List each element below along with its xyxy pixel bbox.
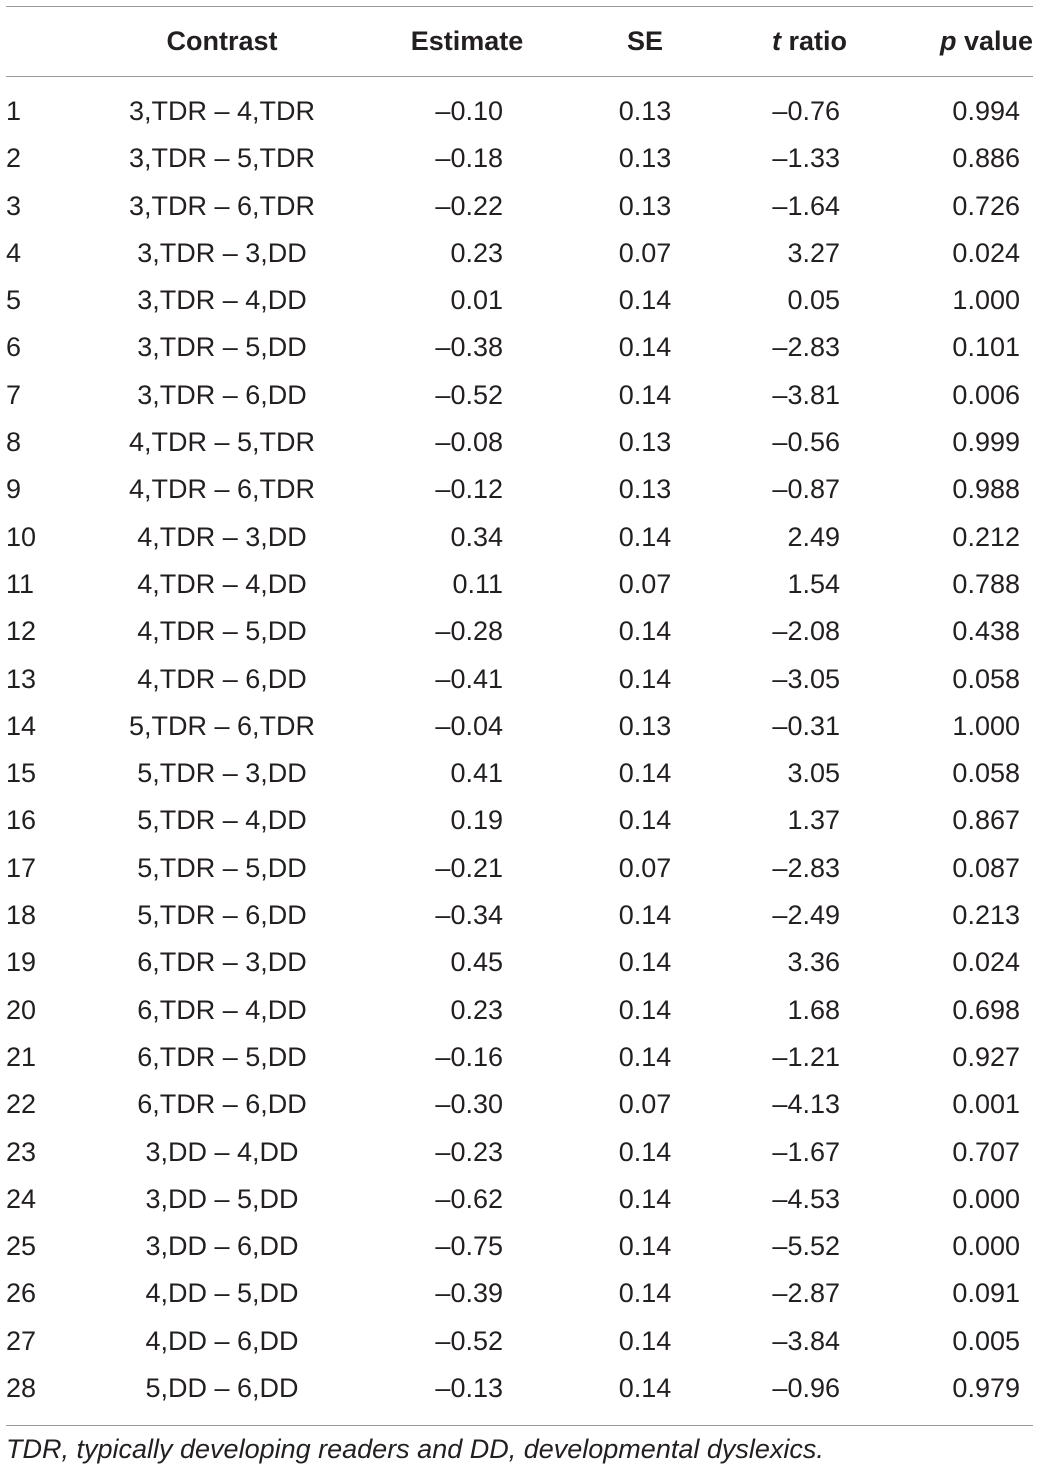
t-ratio-cell: –1.21	[772, 1041, 840, 1072]
p-value-cell: 0.698	[952, 994, 1020, 1025]
estimate-cell: 0.45	[450, 947, 503, 978]
estimate-cell: –0.13	[435, 1373, 503, 1404]
t-ratio-cell: 1.68	[787, 994, 840, 1025]
se-cell: 0.13	[618, 710, 672, 741]
t-ratio-cell: –2.49	[772, 900, 840, 931]
p-value-cell: 0.979	[952, 1373, 1020, 1404]
row-number: 21	[6, 1041, 37, 1072]
table-row	[0, 750, 1039, 797]
contrast-cell: 4,TDR – 3,DD	[137, 521, 307, 552]
estimate-cell: 0.34	[450, 521, 503, 552]
header-estimate: Estimate	[410, 26, 524, 56]
p-value-cell: 0.000	[952, 1231, 1020, 1262]
p-value-cell: 0.058	[952, 758, 1020, 789]
estimate-cell: –0.12	[435, 474, 503, 505]
estimate-cell: –0.30	[435, 1089, 503, 1120]
p-value-cell: 0.438	[952, 616, 1020, 647]
t-ratio-cell: –4.53	[772, 1183, 840, 1214]
contrast-cell: 3,TDR – 6,TDR	[128, 190, 316, 221]
table-row	[0, 230, 1039, 277]
row-number: 2	[6, 143, 22, 174]
se-cell: 0.14	[618, 1325, 672, 1356]
contrast-cell: 5,DD – 6,DD	[145, 1373, 299, 1404]
contrast-cell: 3,TDR – 4,TDR	[128, 96, 316, 126]
se-cell: 0.14	[618, 1183, 672, 1214]
row-number: 28	[6, 1373, 37, 1404]
table-row	[0, 892, 1039, 939]
header-p-value	[880, 26, 1033, 57]
table-row	[0, 1081, 1039, 1128]
se-cell: 0.14	[618, 1041, 672, 1072]
estimate-cell: 0.41	[450, 758, 503, 789]
contrast-cell: 4,TDR – 4,DD	[137, 568, 307, 599]
estimate-cell: –0.10	[435, 96, 503, 126]
t-ratio-cell: 3.36	[787, 947, 840, 978]
se-cell: 0.13	[618, 96, 672, 126]
estimate-cell: 0.11	[452, 568, 503, 599]
p-value-cell: 0.001	[952, 1089, 1020, 1120]
p-value-cell: 0.707	[952, 1136, 1020, 1167]
contrast-cell: 3,DD – 6,DD	[145, 1231, 299, 1262]
row-number: 5	[6, 285, 22, 316]
estimate-cell: –0.22	[435, 190, 503, 221]
se-cell: 0.14	[618, 1373, 672, 1404]
row-number: 16	[6, 805, 37, 836]
table-row	[0, 845, 1039, 892]
contrast-cell: 4,TDR – 5,TDR	[128, 427, 316, 458]
estimate-cell: –0.41	[435, 663, 503, 694]
row-number: 9	[6, 474, 22, 505]
row-number: 10	[6, 521, 37, 552]
se-cell: 0.14	[618, 1278, 672, 1309]
se-cell: 0.07	[618, 1089, 672, 1120]
p-value-cell: 0.726	[952, 190, 1020, 221]
contrast-cell: 4,DD – 6,DD	[145, 1325, 299, 1356]
se-cell: 0.14	[618, 758, 672, 789]
t-ratio-cell: –0.76	[772, 96, 840, 126]
estimate-cell: –0.28	[435, 616, 503, 647]
contrast-cell: 4,TDR – 5,DD	[137, 616, 307, 647]
p-value-cell: 0.994	[952, 96, 1020, 126]
row-number: 17	[6, 852, 37, 883]
table-body	[0, 88, 1039, 1412]
t-ratio-cell: –0.56	[772, 427, 840, 458]
se-cell: 0.13	[618, 143, 672, 174]
estimate-cell: –0.52	[435, 1325, 503, 1356]
se-cell: 0.14	[618, 1231, 672, 1262]
p-value-cell: 0.101	[952, 332, 1020, 363]
row-number: 11	[6, 568, 35, 599]
se-cell: 0.14	[618, 805, 672, 836]
row-number: 20	[6, 994, 37, 1025]
row-number: 3	[6, 190, 22, 221]
t-ratio-cell: –2.87	[772, 1278, 840, 1309]
estimate-cell: –0.62	[435, 1183, 503, 1214]
estimate-cell: 0.23	[450, 994, 503, 1025]
table-row	[0, 987, 1039, 1034]
table-row	[0, 1223, 1039, 1270]
p-value-cell: 0.988	[952, 474, 1020, 505]
t-ratio-cell: –0.31	[772, 710, 840, 741]
estimate-cell: 0.23	[450, 237, 503, 268]
p-value-cell: 0.886	[952, 143, 1020, 174]
table-row	[0, 135, 1039, 182]
row-number: 14	[6, 710, 37, 741]
header-se: SE	[626, 26, 664, 56]
contrast-cell: 3,TDR – 5,TDR	[128, 143, 316, 174]
t-ratio-cell: –1.64	[772, 190, 840, 221]
contrast-cell: 4,TDR – 6,TDR	[128, 474, 316, 505]
estimate-cell: –0.16	[435, 1041, 503, 1072]
t-ratio-cell: 0.05	[787, 285, 840, 316]
t-ratio-cell: –0.96	[772, 1373, 840, 1404]
header-t-ratio-rest: ratio	[780, 26, 847, 56]
contrast-cell: 6,TDR – 5,DD	[137, 1041, 307, 1072]
table-row	[0, 1365, 1039, 1412]
se-cell: 0.14	[618, 900, 672, 931]
row-number: 19	[6, 947, 37, 978]
bottom-rule	[6, 1425, 1033, 1426]
row-number: 23	[6, 1136, 37, 1167]
t-ratio-cell: 1.37	[787, 805, 840, 836]
contrast-cell: 3,DD – 5,DD	[145, 1183, 299, 1214]
contrast-cell: 3,TDR – 3,DD	[137, 237, 307, 268]
table-row	[0, 419, 1039, 466]
p-value-cell: 0.058	[952, 663, 1020, 694]
estimate-cell: –0.08	[435, 427, 503, 458]
header-t-ratio-italic: t	[771, 26, 781, 56]
row-number: 25	[6, 1231, 37, 1262]
p-value-cell: 0.005	[952, 1325, 1020, 1356]
row-number: 27	[6, 1325, 37, 1356]
se-cell: 0.14	[618, 947, 672, 978]
estimate-cell: –0.21	[435, 852, 503, 883]
table-row	[0, 88, 1039, 135]
estimate-cell: –0.52	[435, 379, 503, 410]
table-row	[0, 1318, 1039, 1365]
estimate-cell: –0.34	[435, 900, 503, 931]
se-cell: 0.14	[618, 616, 672, 647]
contrast-cell: 5,TDR – 6,TDR	[128, 710, 316, 741]
contrast-cell: 5,TDR – 4,DD	[137, 805, 307, 836]
contrast-cell: 3,TDR – 5,DD	[137, 332, 307, 363]
t-ratio-cell: 1.54	[787, 568, 840, 599]
p-value-cell: 0.788	[952, 568, 1020, 599]
table-row	[0, 561, 1039, 608]
se-cell: 0.14	[618, 663, 672, 694]
row-number: 22	[6, 1089, 37, 1120]
se-cell: 0.14	[618, 994, 672, 1025]
t-ratio-cell: –0.87	[772, 474, 840, 505]
table-row	[0, 1034, 1039, 1081]
p-value-cell: 0.006	[952, 379, 1020, 410]
table-row	[0, 514, 1039, 561]
se-cell: 0.14	[618, 1136, 672, 1167]
t-ratio-cell: 3.27	[787, 237, 840, 268]
contrast-cell: 5,TDR – 5,DD	[137, 852, 307, 883]
header-p-value-italic: p	[939, 26, 957, 56]
se-cell: 0.13	[618, 474, 672, 505]
table-header	[0, 6, 1039, 76]
row-number: 18	[6, 900, 37, 931]
estimate-cell: –0.23	[435, 1136, 503, 1167]
row-number: 4	[6, 237, 22, 268]
table-row	[0, 1176, 1039, 1223]
p-value-cell: 1.000	[952, 710, 1020, 741]
t-ratio-cell: –5.52	[772, 1231, 840, 1262]
contrast-cell: 6,TDR – 6,DD	[137, 1089, 307, 1120]
contrast-cell: 3,DD – 4,DD	[145, 1136, 299, 1167]
estimate-cell: –0.04	[435, 710, 503, 741]
row-number: 6	[6, 332, 22, 363]
row-number: 8	[6, 427, 22, 458]
header-t-ratio	[710, 26, 847, 57]
p-value-cell: 0.213	[952, 900, 1020, 931]
p-value-cell: 0.927	[952, 1041, 1020, 1072]
p-value-cell: 1.000	[952, 285, 1020, 316]
contrast-cell: 3,TDR – 4,DD	[137, 285, 307, 316]
t-ratio-cell: –3.81	[772, 379, 840, 410]
contrast-cell: 6,TDR – 3,DD	[137, 947, 307, 978]
row-number: 1	[6, 96, 22, 126]
contrast-cell: 4,DD – 5,DD	[145, 1278, 299, 1309]
table-row	[0, 372, 1039, 419]
table-row	[0, 324, 1039, 371]
se-cell: 0.07	[618, 237, 672, 268]
contrast-cell: 4,TDR – 6,DD	[137, 663, 307, 694]
p-value-cell: 0.867	[952, 805, 1020, 836]
se-cell: 0.14	[618, 521, 672, 552]
estimate-cell: –0.38	[435, 332, 503, 363]
se-cell: 0.07	[618, 852, 672, 883]
contrast-cell: 3,TDR – 6,DD	[137, 379, 307, 410]
estimate-cell: 0.01	[450, 285, 503, 316]
table-row	[0, 1129, 1039, 1176]
row-number: 7	[6, 379, 22, 410]
t-ratio-cell: –2.08	[772, 616, 840, 647]
row-number: 13	[6, 663, 37, 694]
contrast-cell: 5,TDR – 6,DD	[137, 900, 307, 931]
se-cell: 0.14	[618, 379, 672, 410]
se-cell: 0.13	[618, 190, 672, 221]
se-cell: 0.14	[618, 285, 672, 316]
table-row	[0, 939, 1039, 986]
t-ratio-cell: 3.05	[787, 758, 840, 789]
estimate-cell: –0.39	[435, 1278, 503, 1309]
row-number: 24	[6, 1183, 37, 1214]
estimate-cell: –0.18	[435, 143, 503, 174]
estimate-cell: –0.75	[435, 1231, 503, 1262]
table-row	[0, 656, 1039, 703]
p-value-cell: 0.212	[952, 521, 1020, 552]
t-ratio-cell: –3.84	[772, 1325, 840, 1356]
p-value-cell: 0.087	[952, 852, 1020, 883]
table-row	[0, 277, 1039, 324]
table-row	[0, 797, 1039, 844]
p-value-cell: 0.024	[952, 947, 1020, 978]
contrast-cell: 5,TDR – 3,DD	[137, 758, 307, 789]
table-row	[0, 1270, 1039, 1317]
row-number: 26	[6, 1278, 37, 1309]
header-p-value-rest: value	[956, 26, 1033, 56]
row-number: 12	[6, 616, 37, 647]
p-value-cell: 0.000	[952, 1183, 1020, 1214]
p-value-cell: 0.024	[952, 237, 1020, 268]
estimate-cell: 0.19	[450, 805, 503, 836]
t-ratio-cell: –2.83	[772, 332, 840, 363]
header-contrast: Contrast	[166, 26, 278, 56]
t-ratio-cell: –1.67	[772, 1136, 840, 1167]
se-cell: 0.13	[618, 427, 672, 458]
table-row	[0, 466, 1039, 513]
t-ratio-cell: 2.49	[787, 521, 840, 552]
row-number: 15	[6, 758, 37, 789]
se-cell: 0.07	[618, 568, 672, 599]
t-ratio-cell: –4.13	[772, 1089, 840, 1120]
contrast-cell: 6,TDR – 4,DD	[137, 994, 307, 1025]
t-ratio-cell: –2.83	[772, 852, 840, 883]
se-cell: 0.14	[618, 332, 672, 363]
table-row	[0, 183, 1039, 230]
table-row	[0, 703, 1039, 750]
table-row	[0, 608, 1039, 655]
t-ratio-cell: –1.33	[772, 143, 840, 174]
t-ratio-cell: –3.05	[772, 663, 840, 694]
p-value-cell: 0.999	[952, 427, 1020, 458]
header-rule	[6, 76, 1033, 77]
p-value-cell: 0.091	[952, 1278, 1020, 1309]
table-footnote: TDR, typically developing readers and DD, developmental dyslexics.	[6, 1434, 824, 1464]
